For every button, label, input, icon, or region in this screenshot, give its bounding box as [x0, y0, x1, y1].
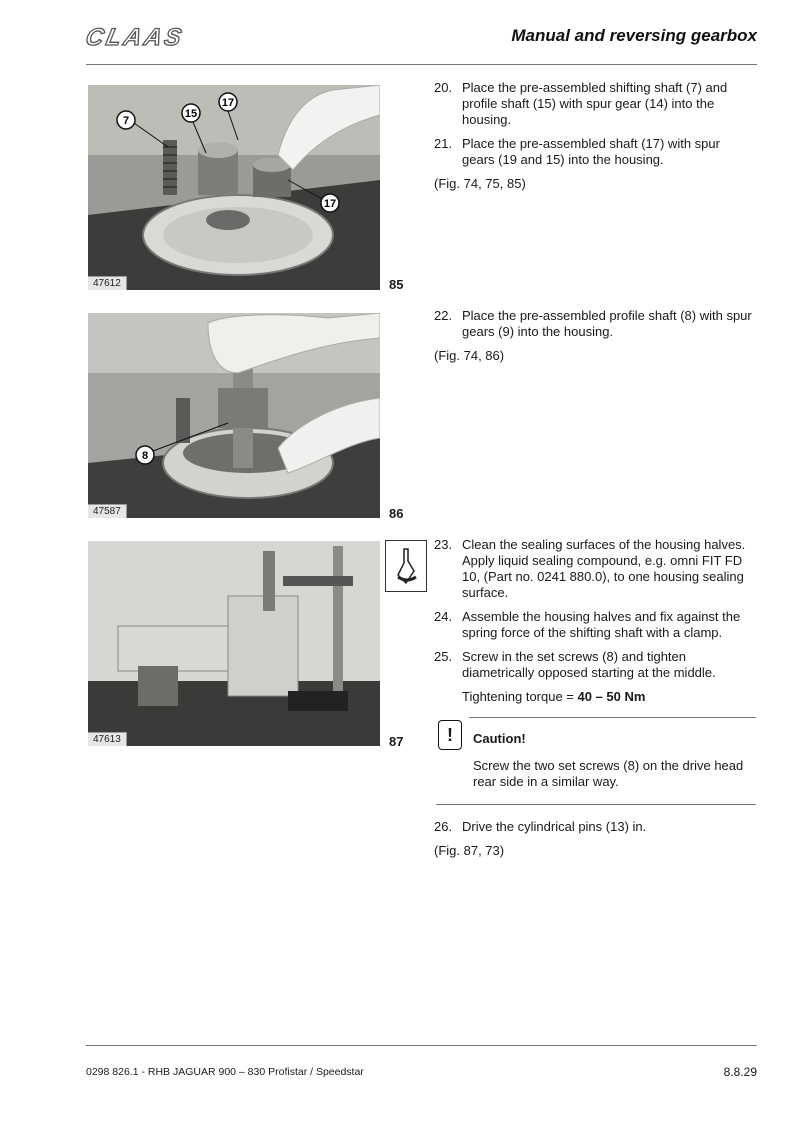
step-item	[434, 308, 756, 340]
steps-block-4	[434, 819, 756, 859]
steps-block-3	[434, 537, 756, 705]
step-number: 25.	[434, 649, 453, 664]
step-item	[434, 609, 756, 641]
step-text: Place the pre-assembled profile shaft (8) with spur gears (9) into the housing.	[462, 308, 752, 339]
caution-title: Caution!	[473, 731, 526, 746]
document-reference: 0298 826.1 - RHB JAGUAR 900 – 830 Profistar / Speedstar	[86, 1066, 364, 1078]
step-item	[434, 819, 756, 835]
sealing-compound-icon	[385, 540, 427, 592]
callout-7: 7	[122, 115, 130, 127]
figure-86-photo	[88, 313, 380, 518]
callout-17-top: 17	[221, 97, 235, 109]
step-text: Assemble the housing halves and fix against the spring force of the shifting shaft with a clamp.	[462, 609, 741, 640]
figure-85-photo	[88, 85, 380, 290]
torque-label: Tightening torque =	[462, 689, 578, 704]
step-number: 21.	[434, 136, 453, 151]
header-divider	[86, 64, 757, 65]
step-number: 23.	[434, 537, 453, 552]
gearbox-housing-photo-86	[88, 313, 380, 518]
gearbox-housing-photo-85	[88, 85, 380, 290]
step-item	[434, 537, 756, 601]
step-number: 20.	[434, 80, 453, 95]
figure-number: 86	[389, 506, 404, 521]
figure-number: 87	[389, 734, 404, 749]
step-number: 22.	[434, 308, 453, 323]
step-item	[434, 136, 756, 168]
caution-bottom-rule	[436, 804, 756, 805]
caution-top-rule	[469, 717, 756, 718]
callout-17-right: 17	[323, 198, 337, 210]
gearbox-clamp-photo-87	[88, 541, 380, 746]
caution-icon: !	[438, 720, 462, 750]
figure-number: 85	[389, 277, 404, 292]
page-title: Manual and reversing gearbox	[511, 26, 757, 45]
caution-text: Screw the two set screws (8) on the drive head rear side in a similar way.	[473, 758, 744, 789]
page-number: 8.8.29	[723, 1065, 757, 1079]
figure-reference: (Fig. 74, 75, 85)	[434, 176, 526, 191]
step-text: Drive the cylindrical pins (13) in.	[462, 819, 647, 834]
step-text: Place the pre-assembled shifting shaft (7) and profile shaft (15) with spur gear (14) into the housing.	[462, 80, 728, 127]
claas-logo: CLAAS	[83, 24, 187, 51]
callout-8: 8	[141, 450, 149, 462]
tightening-torque	[434, 689, 756, 705]
step-text: Clean the sealing surfaces of the housing halves. Apply liquid sealing compound, e.g. omni FIT FD 10, (Part no. 0241 880.0), to one housing sealing surface.	[462, 537, 746, 600]
figure-image-id: 47612	[88, 276, 127, 290]
figure-87-photo	[88, 541, 380, 746]
step-item	[434, 80, 756, 128]
torque-value: 40 – 50 Nm	[577, 689, 646, 704]
step-text: Place the pre-assembled shaft (17) with spur gears (19 and 15) into the housing.	[462, 136, 720, 167]
footer-divider	[86, 1045, 757, 1046]
figure-image-id: 47613	[88, 732, 127, 746]
steps-block-2	[434, 308, 756, 364]
callout-15: 15	[184, 108, 198, 120]
step-item	[434, 649, 756, 681]
step-number: 24.	[434, 609, 453, 624]
figure-reference: (Fig. 87, 73)	[434, 843, 505, 858]
step-number: 26.	[434, 819, 453, 834]
steps-block-1	[434, 80, 756, 192]
step-text: Screw in the set screws (8) and tighten diametrically opposed starting at the middle.	[462, 649, 716, 680]
figure-reference: (Fig. 74, 86)	[434, 348, 505, 363]
figure-image-id: 47587	[88, 504, 127, 518]
